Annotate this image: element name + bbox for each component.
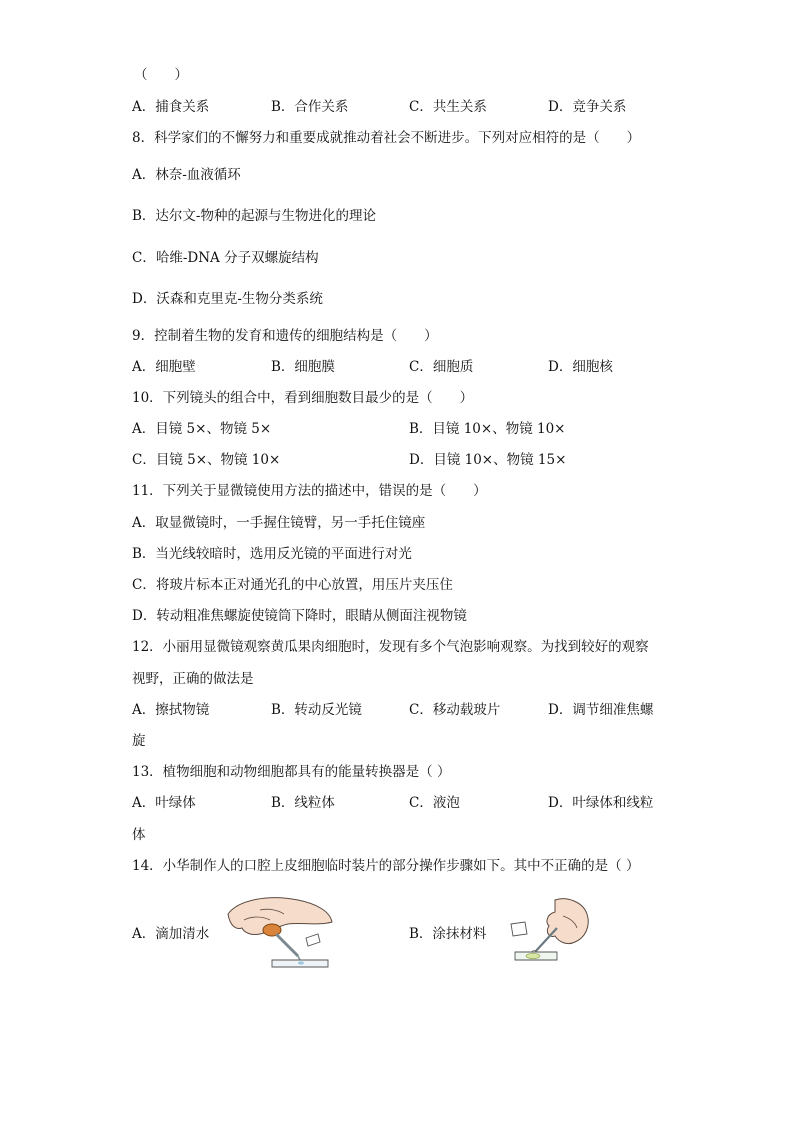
q12-option-a: A．擦拭物镜 [132,702,210,718]
q14-stem: 14．小华制作人的口腔上皮细胞临时装片的部分操作步骤如下。其中不正确的是（ ） [132,858,640,874]
q11-option-a: A．取显微镜时，一手握住镜臂，另一手托住镜座 [132,515,426,531]
q7-option-b: B．合作关系 [271,99,349,115]
q9-option-c: C．细胞质 [409,359,474,375]
q12-option-b: B．转动反光镜 [271,702,362,718]
q14-option-a: A．滴加清水 [132,926,210,942]
q13-option-b: B．线粒体 [271,795,335,811]
q10-option-a: A．目镜 5×、物镜 5× [132,421,272,437]
q12-option-c: C．移动载玻片 [409,702,501,718]
q13-option-d: D．叶绿体和线粒 [548,795,654,811]
q10-option-c: C．目镜 5×、物镜 10× [132,452,281,468]
q9-option-a: A．细胞壁 [132,359,196,375]
q8-option-d: D．沃森和克里克-生物分类系统 [132,291,323,307]
q13-option-a: A．叶绿体 [132,795,196,811]
q12-stem-line1: 12．小丽用显微镜观察黄瓜果肉细胞时，发现有多个气泡影响观察。为找到较好的观察 [132,639,649,655]
swab-hand-illustration [505,894,593,970]
dropper-hand-illustration [208,892,336,974]
q9-option-d: D．细胞核 [548,359,613,375]
q12-stem-line2: 视野，正确的做法是 [132,671,254,687]
q12-option-d: D．调节细准焦螺 [548,702,654,718]
q12-option-d-wrap: 旋 [132,733,146,749]
q8-stem: 8．科学家们的不懈努力和重要成就推动着社会不断进步。下列对应相符的是（ ） [132,130,641,146]
q10-option-d: D．目镜 10×、物镜 15× [409,452,567,468]
q13-stem: 13．植物细胞和动物细胞都具有的能量转换器是（ ） [132,764,451,780]
q8-option-a: A．林奈-血液循环 [132,167,241,183]
q10-stem: 10．下列镜头的组合中，看到细胞数目最少的是（ ） [132,390,474,406]
q11-stem: 11．下列关于显微镜使用方法的描述中，错误的是（ ） [132,483,487,499]
q7-option-c: C．共生关系 [409,99,487,115]
q8-option-c: C．哈维-DNA 分子双螺旋结构 [132,250,319,266]
q11-option-c: C．将玻片标本正对通光孔的中心放置，用压片夹压住 [132,577,453,593]
q14-option-b: B．涂抹材料 [409,926,487,942]
q13-option-c: C．液泡 [409,795,460,811]
q7-paren: （ ） [134,67,188,83]
q11-option-d: D．转动粗准焦螺旋使镜筒下降时，眼睛从侧面注视物镜 [132,608,467,624]
q7-option-d: D．竞争关系 [548,99,627,115]
q7-option-a: A．捕食关系 [132,99,210,115]
q11-option-b: B．当光线较暗时，选用反光镜的平面进行对光 [132,546,412,562]
q10-option-b: B．目镜 10×、物镜 10× [409,421,566,437]
q9-option-b: B．细胞膜 [271,359,335,375]
q13-option-d-wrap: 体 [132,827,146,843]
q9-stem: 9．控制着生物的发育和遗传的细胞结构是（ ） [132,328,438,344]
q8-option-b: B．达尔文-物种的起源与生物进化的理论 [132,208,376,224]
